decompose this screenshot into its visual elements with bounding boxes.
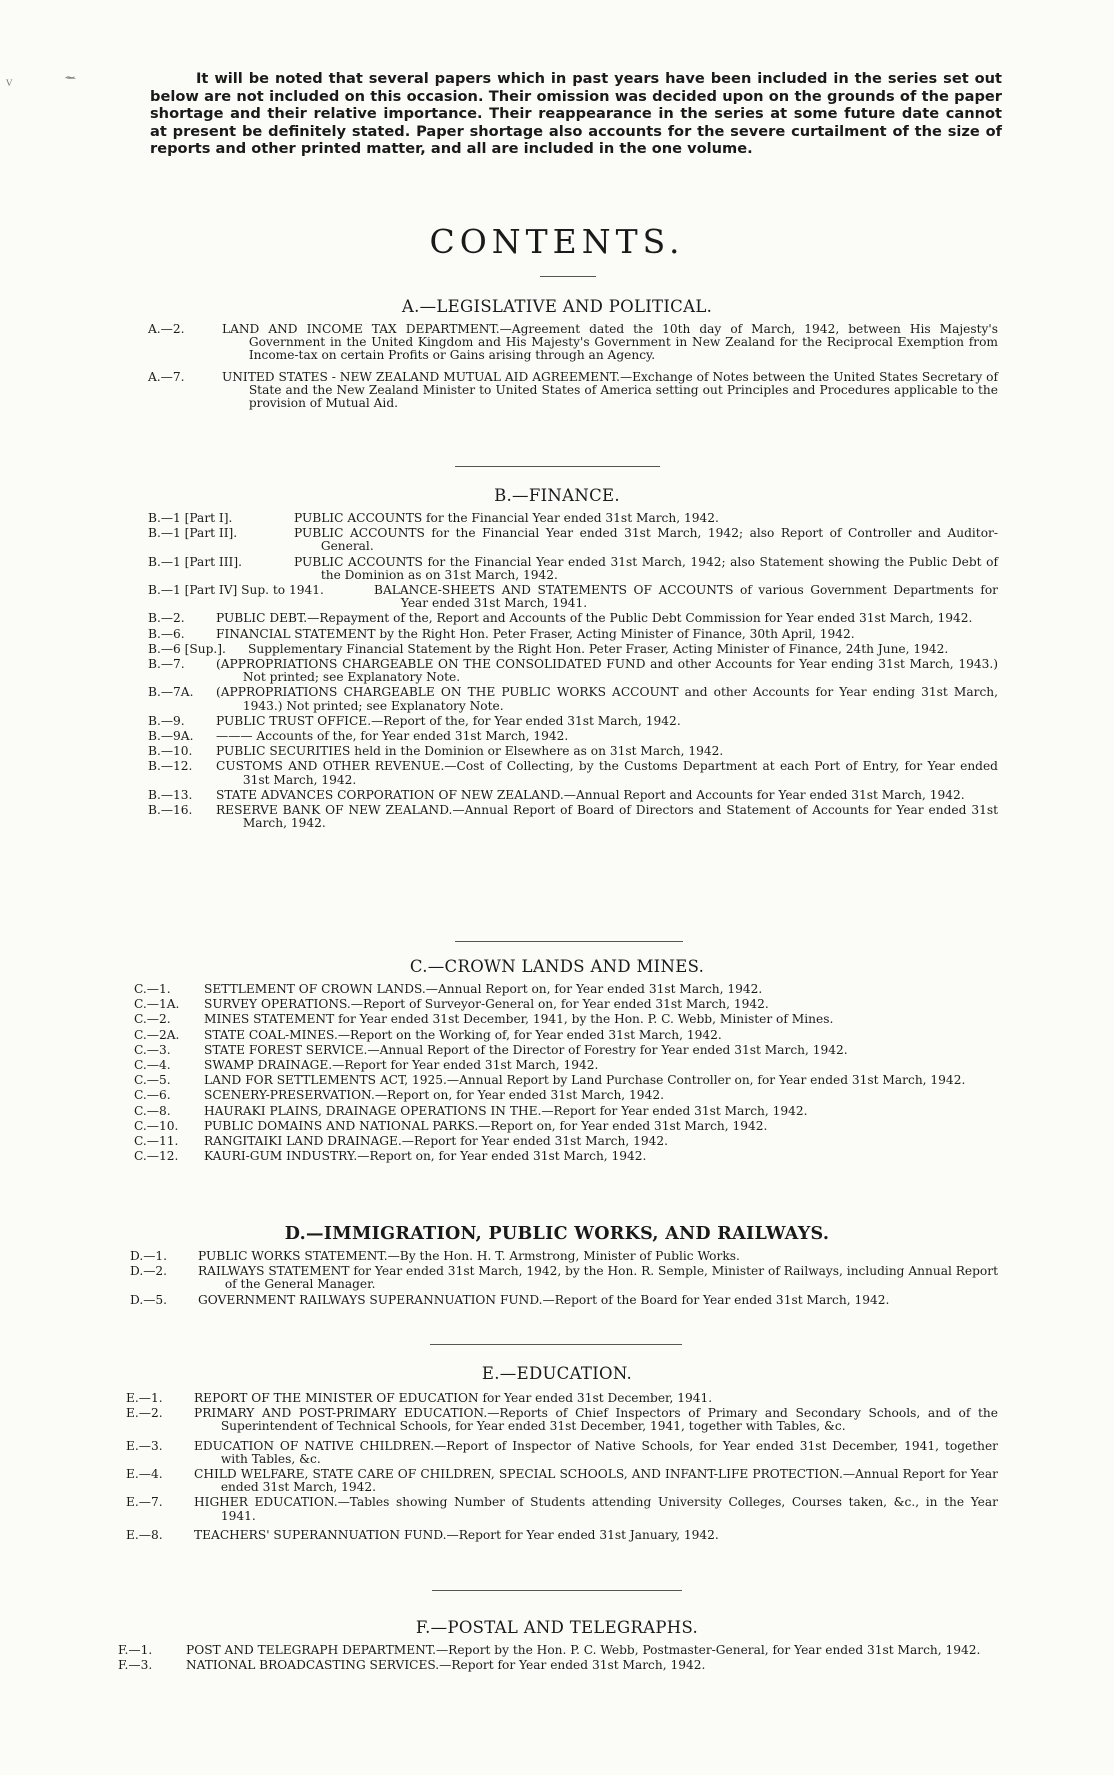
entry-code: C.—6. — [134, 1088, 171, 1103]
entry-text: (APPROPRIATIONS CHARGEABLE ON THE PUBLIC WORKS ACCOUNT and other Accounts for Year ending 31st March, 1943.) Not printed; see Explanatory Note. — [216, 685, 998, 713]
entry-text: RAILWAYS STATEMENT for Year ended 31st March, 1942, by the Hon. R. Semple, Minister of Railways, including Annual Report of the General Manager. — [198, 1264, 998, 1292]
intro-paragraph: It will be noted that several papers which in past years have been included in the series set out below are not included on this occasion. Their omission was decided upon on the grounds of the paper shortage and their relative importance. Their reappearance in the series at some future date cannot at present be definitely stated. Paper shortage also accounts for the severe curtailment of the size of reports and other printed matter, and all are included in the one volume. — [150, 70, 1002, 158]
list-item — [148, 556, 998, 582]
list-item — [148, 628, 998, 641]
entry-text: SWAMP DRAINAGE.—Report for Year ended 31st March, 1942. — [204, 1058, 599, 1073]
list-item — [148, 612, 998, 625]
entry-text: PUBLIC ACCOUNTS for the Financial Year ended 31st March, 1942; also Report of Controller and Auditor-General. — [294, 526, 998, 554]
entry-text: POST AND TELEGRAPH DEPARTMENT.—Report by the Hon. P. C. Webb, Postmaster-General, for Year ended 31st March, 1942. — [186, 1643, 981, 1657]
entry-text: SCENERY-PRESERVATION.—Report on, for Year ended 31st March, 1942. — [204, 1088, 664, 1103]
entry-text: HAURAKI PLAINS, DRAINAGE OPERATIONS IN THE.—Report for Year ended 31st March, 1942. — [204, 1103, 808, 1118]
entry-text: RESERVE BANK OF NEW ZEALAND.—Annual Report of Board of Directors and Statement of Accounts for Year ended 31st March, 1942. — [216, 803, 998, 831]
list-item — [148, 584, 998, 610]
list-item — [134, 1120, 998, 1133]
section-list-d — [130, 1250, 998, 1309]
entry-text: MINES STATEMENT for Year ended 31st December, 1941, by the Hon. P. C. Webb, Minister of Mines. — [204, 1012, 834, 1027]
list-item — [148, 804, 998, 830]
entry-code: C.—5. — [134, 1073, 171, 1088]
list-item — [134, 1059, 998, 1072]
scan-artifact-mark: ⱽ — [6, 78, 13, 94]
list-item — [134, 1044, 998, 1057]
entry-text: FINANCIAL STATEMENT by the Right Hon. Peter Fraser, Acting Minister of Finance, 30th April, 1942. — [216, 626, 855, 641]
list-item — [134, 998, 998, 1011]
entry-text: PRIMARY AND POST-PRIMARY EDUCATION.—Reports of Chief Inspectors of Primary and Secondary Schools, and of the Superintendent of Technical Schools, for Year ended 31st December, 1941, together with Tables, &c. — [194, 1406, 998, 1434]
section-heading-b: B.—FINANCE. — [494, 486, 620, 505]
entry-text: GOVERNMENT RAILWAYS SUPERANNUATION FUND.—Report of the Board for Year ended 31st March, 1942. — [198, 1292, 890, 1307]
entry-text: TEACHERS' SUPERANNUATION FUND.—Report for Year ended 31st January, 1942. — [194, 1527, 719, 1542]
entry-code: C.—1. — [134, 982, 171, 996]
section-list-b — [148, 512, 998, 832]
entry-code: A.—7. — [148, 369, 185, 384]
list-item — [134, 983, 998, 996]
section-rule — [432, 1590, 682, 1591]
entry-code: B.—9A. — [148, 729, 194, 744]
section-list-f — [118, 1644, 998, 1674]
entry-code: E.—2. — [126, 1406, 163, 1421]
section-heading-d: D.—IMMIGRATION, PUBLIC WORKS, AND RAILWAYS. — [284, 1224, 830, 1244]
list-item — [126, 1407, 998, 1433]
list-item — [148, 730, 998, 743]
entry-code: C.—2A. — [134, 1027, 180, 1042]
section-rule — [455, 941, 683, 942]
entry-code: C.—12. — [134, 1149, 179, 1164]
entry-code: C.—11. — [134, 1134, 179, 1149]
list-item — [148, 323, 998, 363]
entry-code: C.—4. — [134, 1058, 171, 1073]
entry-text: SURVEY OPERATIONS.—Report of Surveyor-General on, for Year ended 31st March, 1942. — [204, 997, 769, 1012]
list-item — [118, 1644, 998, 1657]
section-list-e — [126, 1392, 998, 1544]
entry-text: STATE COAL-MINES.—Report on the Working of, for Year ended 31st March, 1942. — [204, 1027, 722, 1042]
entry-text: (APPROPRIATIONS CHARGEABLE ON THE CONSOLIDATED FUND and other Accounts for Year ending 31st March, 1943.) Not printed; see Explanatory Note. — [216, 657, 998, 685]
entry-code: B.—2. — [148, 611, 185, 626]
entry-text: RANGITAIKI LAND DRAINAGE.—Report for Year ended 31st March, 1942. — [204, 1134, 668, 1149]
list-item — [148, 658, 998, 684]
entry-text: ——— Accounts of the, for Year ended 31st March, 1942. — [216, 729, 569, 744]
entry-text: REPORT OF THE MINISTER OF EDUCATION for Year ended 31st December, 1941. — [194, 1391, 713, 1405]
section-heading-c: C.—CROWN LANDS AND MINES. — [409, 957, 705, 976]
list-item — [148, 760, 998, 786]
entry-code: B.—7A. — [148, 685, 194, 700]
list-item — [148, 643, 998, 656]
section-heading-e: E.—EDUCATION. — [481, 1364, 633, 1383]
list-item — [148, 371, 998, 411]
entry-code: B.—6. — [148, 626, 185, 641]
list-item — [126, 1529, 998, 1542]
entry-text: HIGHER EDUCATION.—Tables showing Number of Students attending University Colleges, Courses taken, &c., in the Year 1941. — [194, 1495, 998, 1523]
entry-code: D.—5. — [130, 1292, 168, 1307]
entry-code: B.—1 [Part III]. — [148, 554, 242, 569]
list-item — [148, 789, 998, 802]
section-list-a — [148, 323, 998, 412]
list-item — [134, 1089, 998, 1102]
list-item — [148, 745, 998, 758]
list-item — [126, 1392, 998, 1405]
entry-text: CUSTOMS AND OTHER REVENUE.—Cost of Collecting, by the Customs Department at each Port of Entry, for Year ended 31st March, 1942. — [216, 759, 998, 787]
list-item — [134, 1074, 998, 1087]
section-rule — [455, 466, 660, 467]
entry-code: D.—2. — [130, 1264, 168, 1279]
list-item — [126, 1468, 998, 1494]
entry-text: PUBLIC ACCOUNTS for the Financial Year ended 31st March, 1942. — [294, 511, 719, 525]
section-rule — [430, 1344, 682, 1345]
entry-code: E.—7. — [126, 1495, 163, 1510]
list-item — [148, 512, 998, 525]
entry-code: B.—13. — [148, 787, 193, 802]
list-item — [134, 1029, 998, 1042]
entry-text: STATE ADVANCES CORPORATION OF NEW ZEALAND.—Annual Report and Accounts for Year ended 31st March, 1942. — [216, 787, 965, 802]
entry-text: LAND AND INCOME TAX DEPARTMENT.—Agreement dated the 10th day of March, 1942, between His Majesty's Government in the United Kingdom and His Majesty's Government in New Zealand for the Reciprocal Exemption from Income-tax on certain Profits or Gains arising through an Agency. — [222, 322, 998, 363]
contents-title: CONTENTS. — [429, 222, 685, 261]
entry-code: C.—10. — [134, 1118, 179, 1133]
entry-code: B.—1 [Part II]. — [148, 526, 238, 541]
entry-text: LAND FOR SETTLEMENTS ACT, 1925.—Annual Report by Land Purchase Controller on, for Year ended 31st March, 1942. — [204, 1073, 966, 1088]
entry-code: A.—2. — [148, 322, 185, 336]
entry-text: KAURI-GUM INDUSTRY.—Report on, for Year ended 31st March, 1942. — [204, 1149, 647, 1164]
entry-text: CHILD WELFARE, STATE CARE OF CHILDREN, SPECIAL SCHOOLS, AND INFANT-LIFE PROTECTION.—Annual Report for Year ended 31st March, 1942. — [194, 1467, 998, 1495]
list-item — [148, 686, 998, 712]
list-item — [130, 1250, 998, 1263]
entry-code: B.—1 [Part I]. — [148, 511, 233, 525]
entry-code: C.—2. — [134, 1012, 171, 1027]
list-item — [134, 1105, 998, 1118]
entry-code: D.—1. — [130, 1249, 168, 1263]
entry-code: B.—6 [Sup.]. — [148, 641, 226, 656]
section-heading-f: F.—POSTAL AND TELEGRAPHS. — [415, 1618, 699, 1637]
entry-code: C.—3. — [134, 1042, 171, 1057]
entry-text: UNITED STATES - NEW ZEALAND MUTUAL AID AGREEMENT.—Exchange of Notes between the United States Secretary of State and the New Zealand Minister to United States of America setting out Principles and Procedures applicable to the provision of Mutual Aid. — [222, 369, 998, 411]
list-item — [134, 1013, 998, 1026]
entry-text: PUBLIC WORKS STATEMENT.—By the Hon. H. T. Armstrong, Minister of Public Works. — [198, 1249, 740, 1263]
section-heading-a: A.—LEGISLATIVE AND POLITICAL. — [401, 297, 713, 316]
entry-code: B.—1 [Part IV] Sup. to 1941. — [148, 583, 324, 598]
entry-code: F.—3. — [118, 1658, 153, 1673]
list-item — [126, 1440, 998, 1466]
list-item — [130, 1265, 998, 1291]
entry-text: PUBLIC ACCOUNTS for the Financial Year ended 31st March, 1942; also Statement showing the Public Debt of the Dominion as on 31st March, 1942. — [294, 554, 998, 582]
entry-code: E.—4. — [126, 1467, 163, 1482]
entry-text: PUBLIC DOMAINS AND NATIONAL PARKS.—Report on, for Year ended 31st March, 1942. — [204, 1118, 768, 1133]
entry-text: SETTLEMENT OF CROWN LANDS.—Annual Report on, for Year ended 31st March, 1942. — [204, 982, 763, 996]
entry-text: PUBLIC SECURITIES held in the Dominion or Elsewhere as on 31st March, 1942. — [216, 744, 724, 759]
entry-code: F.—1. — [118, 1643, 153, 1657]
list-item — [126, 1496, 998, 1522]
list-item — [148, 527, 998, 553]
entry-code: B.—12. — [148, 759, 193, 774]
entry-text: Supplementary Financial Statement by the Right Hon. Peter Fraser, Acting Minister of Finance, 24th June, 1942. — [248, 641, 949, 656]
entry-code: C.—1A. — [134, 997, 180, 1012]
entry-text: PUBLIC DEBT.—Repayment of the, Report and Accounts of the Public Debt Commission for Year ended 31st March, 1942. — [216, 611, 973, 626]
list-item — [130, 1294, 998, 1307]
title-rule — [540, 276, 596, 277]
section-list-c — [134, 983, 998, 1165]
entry-code: C.—8. — [134, 1103, 171, 1118]
entry-code: B.—10. — [148, 744, 193, 759]
list-item — [134, 1150, 998, 1163]
entry-code: E.—3. — [126, 1438, 163, 1453]
entry-text: STATE FOREST SERVICE.—Annual Report of the Director of Forestry for Year ended 31st March, 1942. — [204, 1042, 848, 1057]
entry-text: BALANCE-SHEETS AND STATEMENTS OF ACCOUNTS of various Government Departments for Year ended 31st March, 1941. — [374, 583, 998, 611]
entry-code: E.—8. — [126, 1527, 163, 1542]
entry-code: B.—16. — [148, 803, 193, 818]
list-item — [134, 1135, 998, 1148]
list-item — [148, 715, 998, 728]
list-item — [118, 1659, 998, 1672]
entry-code: B.—7. — [148, 657, 185, 672]
entry-text: EDUCATION OF NATIVE CHILDREN.—Report of Inspector of Native Schools, for Year ended 31st December, 1941, together with Tables, &c. — [194, 1438, 998, 1466]
scan-artifact-mark: ~̶ — [64, 70, 76, 86]
entry-text: NATIONAL BROADCASTING SERVICES.—Report for Year ended 31st March, 1942. — [186, 1658, 706, 1673]
entry-text: PUBLIC TRUST OFFICE.—Report of the, for Year ended 31st March, 1942. — [216, 713, 681, 728]
entry-code: B.—9. — [148, 713, 185, 728]
entry-code: E.—1. — [126, 1391, 163, 1405]
